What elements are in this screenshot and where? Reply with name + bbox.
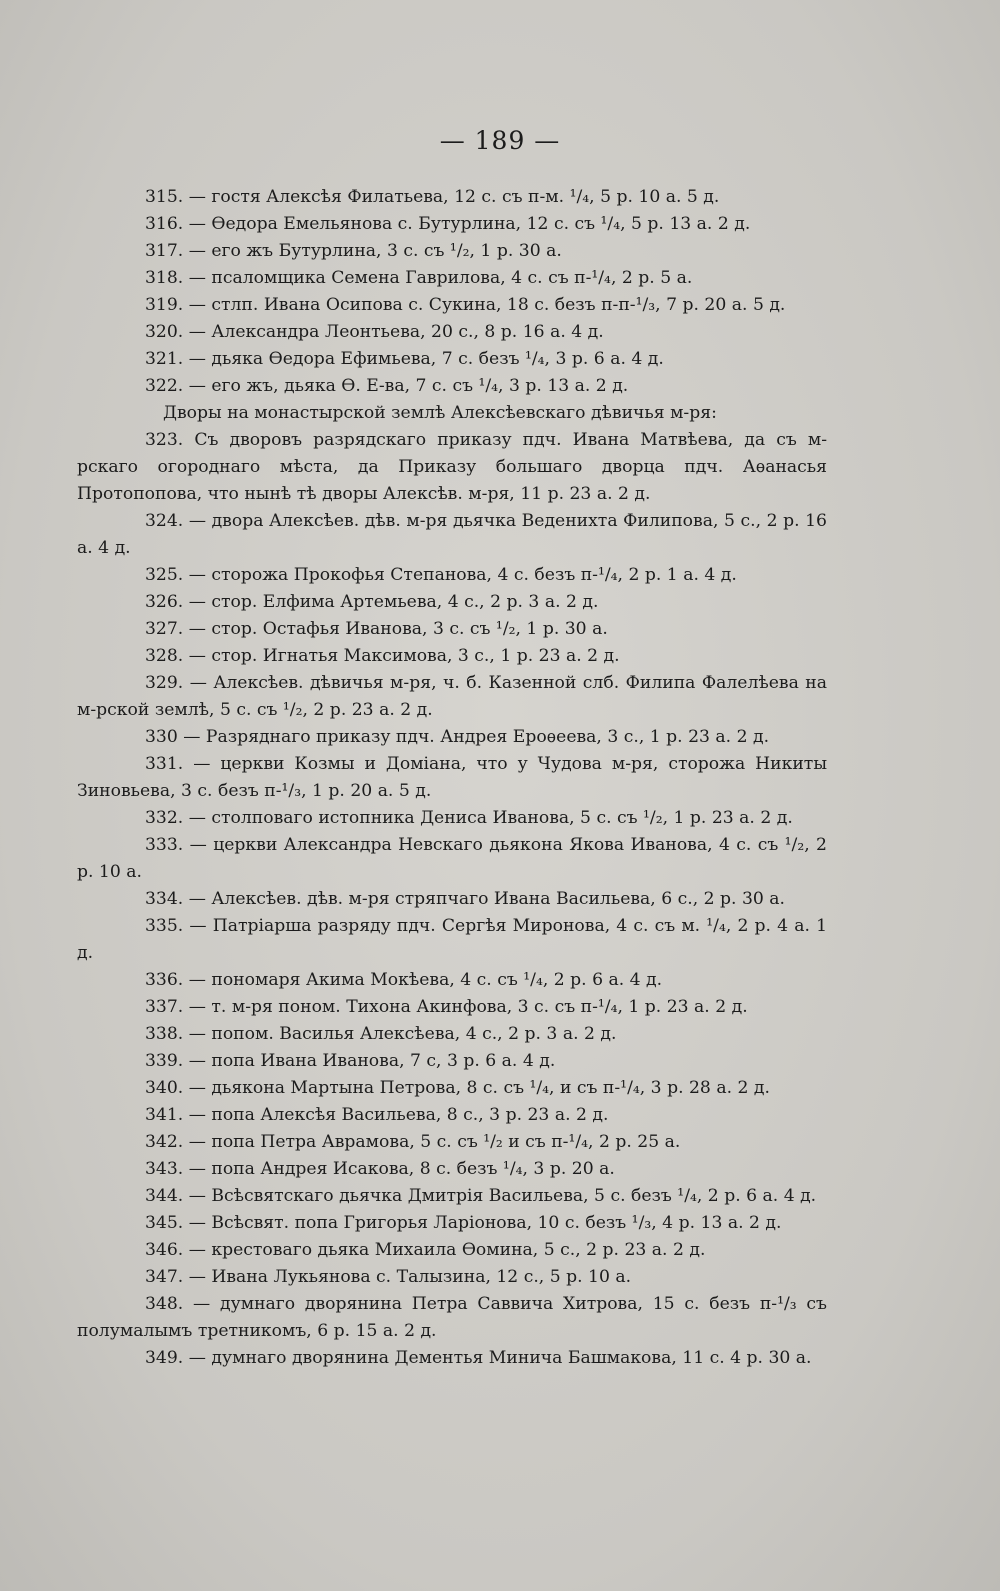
entry-337: 337. — т. м-ря поном. Тихона Акинфова, 3 с. съ п-¹/₄, 1 р. 23 а. 2 д. bbox=[145, 997, 748, 1017]
section-heading: Дворы на монастырской землѣ Алексѣевскаго дѣвичья м-ря: bbox=[163, 403, 717, 423]
entry-349: 349. — думнаго дворянина Дементья Минича Башмакова, 11 с. 4 р. 30 а. bbox=[145, 1348, 812, 1368]
entry-348: 348. — думнаго дворянина Петра Саввича Хитрова, 15 с. безъ п-¹/₃ съ полумалымъ третникомъ, 6 р. 15 а. 2 д. bbox=[77, 1294, 827, 1341]
entry-321: 321. — дьяка Ѳедора Ефимьева, 7 с. безъ ¹/₄, 3 р. 6 а. 4 д. bbox=[145, 349, 664, 369]
page-number: — 189 — bbox=[439, 126, 561, 155]
entry-323: 323. Съ дворовъ разрядскаго приказу пдч. Ивана Матвѣева, да съ м-рскаго огороднаго мѣста, да Приказу большаго дворца пдч. Аѳанасья Протопопова, что нынѣ тѣ дворы Алексѣв. м-ря, 11 р. 23 а. 2 д. bbox=[77, 430, 827, 504]
text-body bbox=[77, 184, 827, 1372]
entry-328: 328. — стор. Игнатья Максимова, 3 с., 1 р. 23 а. 2 д. bbox=[145, 646, 620, 666]
entry-326: 326. — стор. Елфима Артемьева, 4 с., 2 р. 3 а. 2 д. bbox=[145, 592, 599, 612]
entry-343: 343. — попа Андрея Исакова, 8 с. безъ ¹/₄, 3 р. 20 а. bbox=[145, 1159, 615, 1179]
entry-339: 339. — попа Ивана Иванова, 7 с, 3 р. 6 а. 4 д. bbox=[145, 1051, 556, 1071]
entry-338: 338. — попом. Василья Алексѣева, 4 с., 2 р. 3 а. 2 д. bbox=[145, 1024, 617, 1044]
entry-330: 330 — Разряднаго приказу пдч. Андрея Ероѳеева, 3 с., 1 р. 23 а. 2 д. bbox=[145, 727, 770, 747]
entry-342: 342. — попа Петра Аврамова, 5 с. съ ¹/₂ и съ п-¹/₄, 2 р. 25 а. bbox=[145, 1132, 681, 1152]
entry-334: 334. — Алексѣев. дѣв. м-ря стряпчаго Ивана Васильева, 6 с., 2 р. 30 а. bbox=[145, 889, 786, 909]
entry-315: 315. — гостя Алексѣя Филатьева, 12 с. съ п-м. ¹/₄, 5 р. 10 а. 5 д. bbox=[145, 187, 720, 207]
entry-319: 319. — стлп. Ивана Осипова с. Сукина, 18 с. безъ п-п-¹/₃, 7 р. 20 а. 5 д. bbox=[145, 295, 786, 315]
entry-329: 329. — Алексѣев. дѣвичья м-ря, ч. б. Казенной слб. Филипа Фалелѣева на м-рской землѣ, 5 с. съ ¹/₂, 2 р. 23 а. 2 д. bbox=[77, 673, 827, 720]
entry-320: 320. — Александра Леонтьева, 20 с., 8 р. 16 а. 4 д. bbox=[145, 322, 604, 342]
entry-317: 317. — его жъ Бутурлина, 3 с. съ ¹/₂, 1 р. 30 а. bbox=[145, 241, 562, 261]
entry-340: 340. — дьякона Мартына Петрова, 8 с. съ ¹/₄, и съ п-¹/₄, 3 р. 28 а. 2 д. bbox=[145, 1078, 770, 1098]
entry-316: 316. — Ѳедора Емельянова с. Бутурлина, 12 с. съ ¹/₄, 5 р. 13 а. 2 д. bbox=[145, 214, 751, 234]
entry-344: 344. — Всѣсвятскаго дьячка Дмитрія Васильева, 5 с. безъ ¹/₄, 2 р. 6 а. 4 д. bbox=[145, 1186, 817, 1206]
entry-336: 336. — пономаря Акима Мокѣева, 4 с. съ ¹/₄, 2 р. 6 а. 4 д. bbox=[145, 970, 663, 990]
entry-346: 346. — крестоваго дьяка Михаила Ѳомина, 5 с., 2 р. 23 а. 2 д. bbox=[145, 1240, 706, 1260]
entry-331: 331. — церкви Козмы и Доміана, что у Чудова м-ря, сторожа Никиты Зиновьева, 3 с. безъ п-¹/₃, 1 р. 20 а. 5 д. bbox=[77, 754, 827, 801]
entry-335: 335. — Патріарша разряду пдч. Сергѣя Миронова, 4 с. съ м. ¹/₄, 2 р. 4 а. 1 д. bbox=[77, 916, 827, 963]
entry-345: 345. — Всѣсвят. попа Григорья Ларіонова, 10 с. безъ ¹/₃, 4 р. 13 а. 2 д. bbox=[145, 1213, 782, 1233]
entry-347: 347. — Ивана Лукьянова с. Талызина, 12 с., 5 р. 10 а. bbox=[145, 1267, 632, 1287]
entry-325: 325. — сторожа Прокофья Степанова, 4 с. безъ п-¹/₄, 2 р. 1 а. 4 д. bbox=[145, 565, 737, 585]
entry-318: 318. — псаломщика Семена Гаврилова, 4 с. съ п-¹/₄, 2 р. 5 а. bbox=[145, 268, 693, 288]
entry-324: 324. — двора Алексѣев. дѣв. м-ря дьячка Веденихта Филипова, 5 с., 2 р. 16 а. 4 д. bbox=[77, 511, 827, 558]
entry-322: 322. — его жъ, дьяка Ѳ. Е-ва, 7 с. съ ¹/₄, 3 р. 13 а. 2 д. bbox=[145, 376, 629, 396]
entry-333: 333. — церкви Александра Невскаго дьякона Якова Иванова, 4 с. съ ¹/₂, 2 р. 10 а. bbox=[77, 835, 827, 882]
entry-327: 327. — стор. Остафья Иванова, 3 с. съ ¹/₂, 1 р. 30 а. bbox=[145, 619, 608, 639]
entry-332: 332. — столповаго истопника Дениса Иванова, 5 с. съ ¹/₂, 1 р. 23 а. 2 д. bbox=[145, 808, 793, 828]
entry-341: 341. — попа Алексѣя Васильева, 8 с., 3 р. 23 а. 2 д. bbox=[145, 1105, 609, 1125]
